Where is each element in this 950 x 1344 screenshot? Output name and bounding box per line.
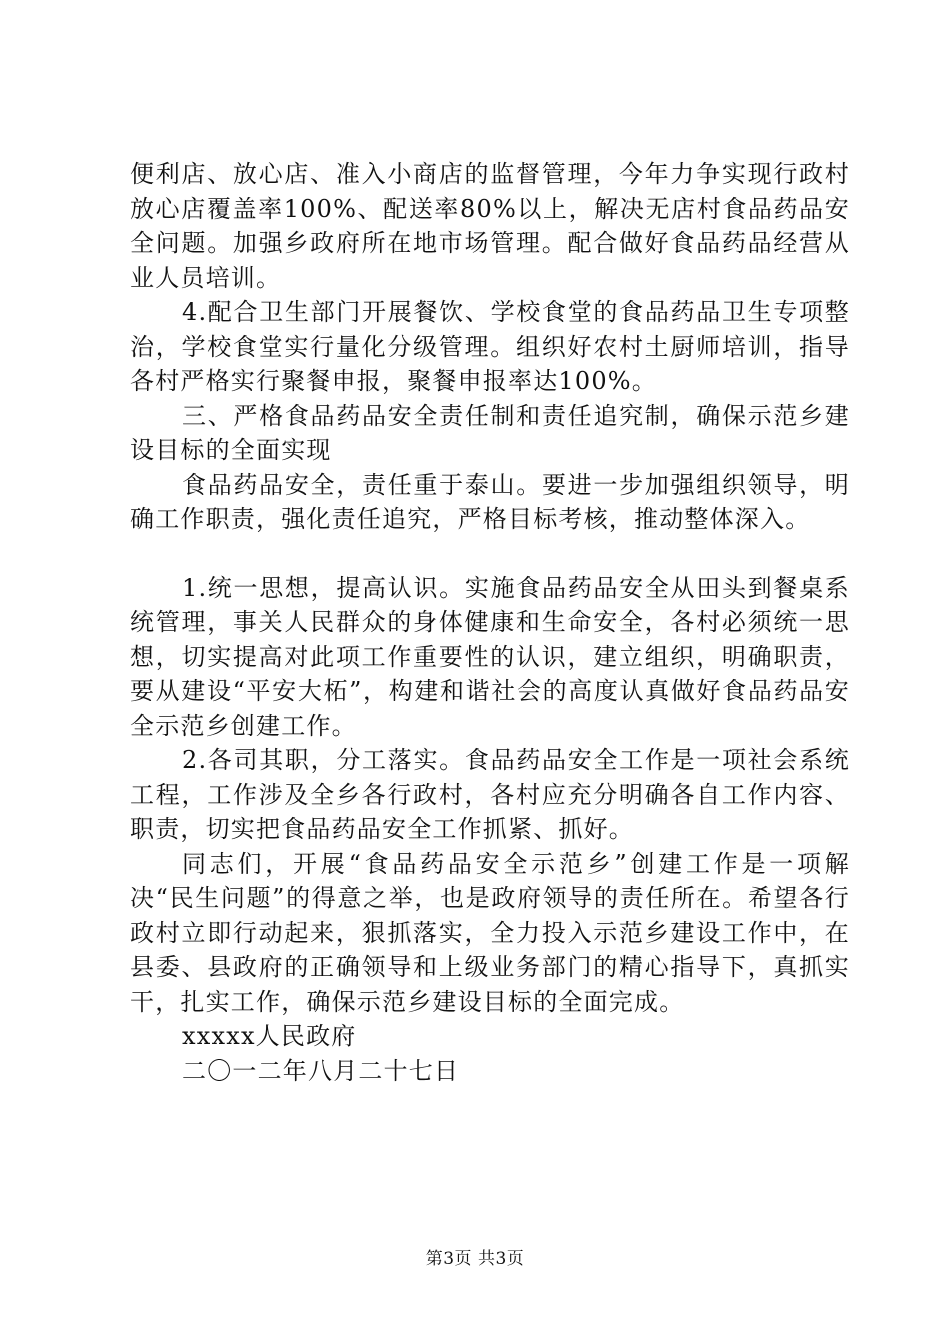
paragraph-item-4: 4.配合卫生部门开展餐饮、学校食堂的食品药品卫生专项整治，学校食堂实行量化分级管理。组织好农村土厨师培训，指导各村严格实行聚餐申报，聚餐申报率达100%。 (130, 298, 850, 395)
document-body (130, 157, 850, 1088)
paragraph-item-2: 2.各司其职，分工落实。食品药品安全工作是一项社会系统工程，工作涉及全乡各行政村，各村应充分明确各自工作内容、职责，切实把食品药品安全工作抓紧、抓好。 (130, 746, 850, 843)
section-heading-3: 三、严格食品药品安全责任制和责任追究制，确保示范乡建设目标的全面实现 (130, 401, 850, 464)
paragraph-intro: 食品药品安全，责任重于泰山。要进一步加强组织领导，明确工作职责，强化责任追究，严格目标考核，推动整体深入。 (130, 470, 850, 533)
paragraph-closing: 同志们，开展“食品药品安全示范乡”创建工作是一项解决“民生问题”的得意之举，也是政府领导的责任所在。希望各行政村立即行动起来，狠抓落实，全力投入示范乡建设工作中，在县委、县政府的正确领导和上级业务部门的精心指导下，真抓实干，扎实工作，确保示范乡建设目标的全面完成。 (130, 849, 850, 1016)
paragraph-continued: 便利店、放心店、准入小商店的监督管理，今年力争实现行政村放心店覆盖率100%、配送率80%以上，解决无店村食品药品安全问题。加强乡政府所在地市场管理。配合做好食品药品经营从业人员培训。 (130, 160, 850, 292)
page-number-footer: 第3页 共3页 (425, 1249, 525, 1269)
signature-organization: xxxxx人民政府 (182, 1022, 357, 1050)
signature-date: 二〇一二年八月二十七日 (182, 1056, 460, 1085)
paragraph-item-1: 1.统一思想，提高认识。实施食品药品安全从田头到餐桌系统管理，事关人民群众的身体健康和生命安全，各村必须统一思想，切实提高对此项工作重要性的认识，建立组织，明确职责，要从建设“平安大柘”，构建和谐社会的高度认真做好食品药品安全示范乡创建工作。 (130, 573, 850, 740)
